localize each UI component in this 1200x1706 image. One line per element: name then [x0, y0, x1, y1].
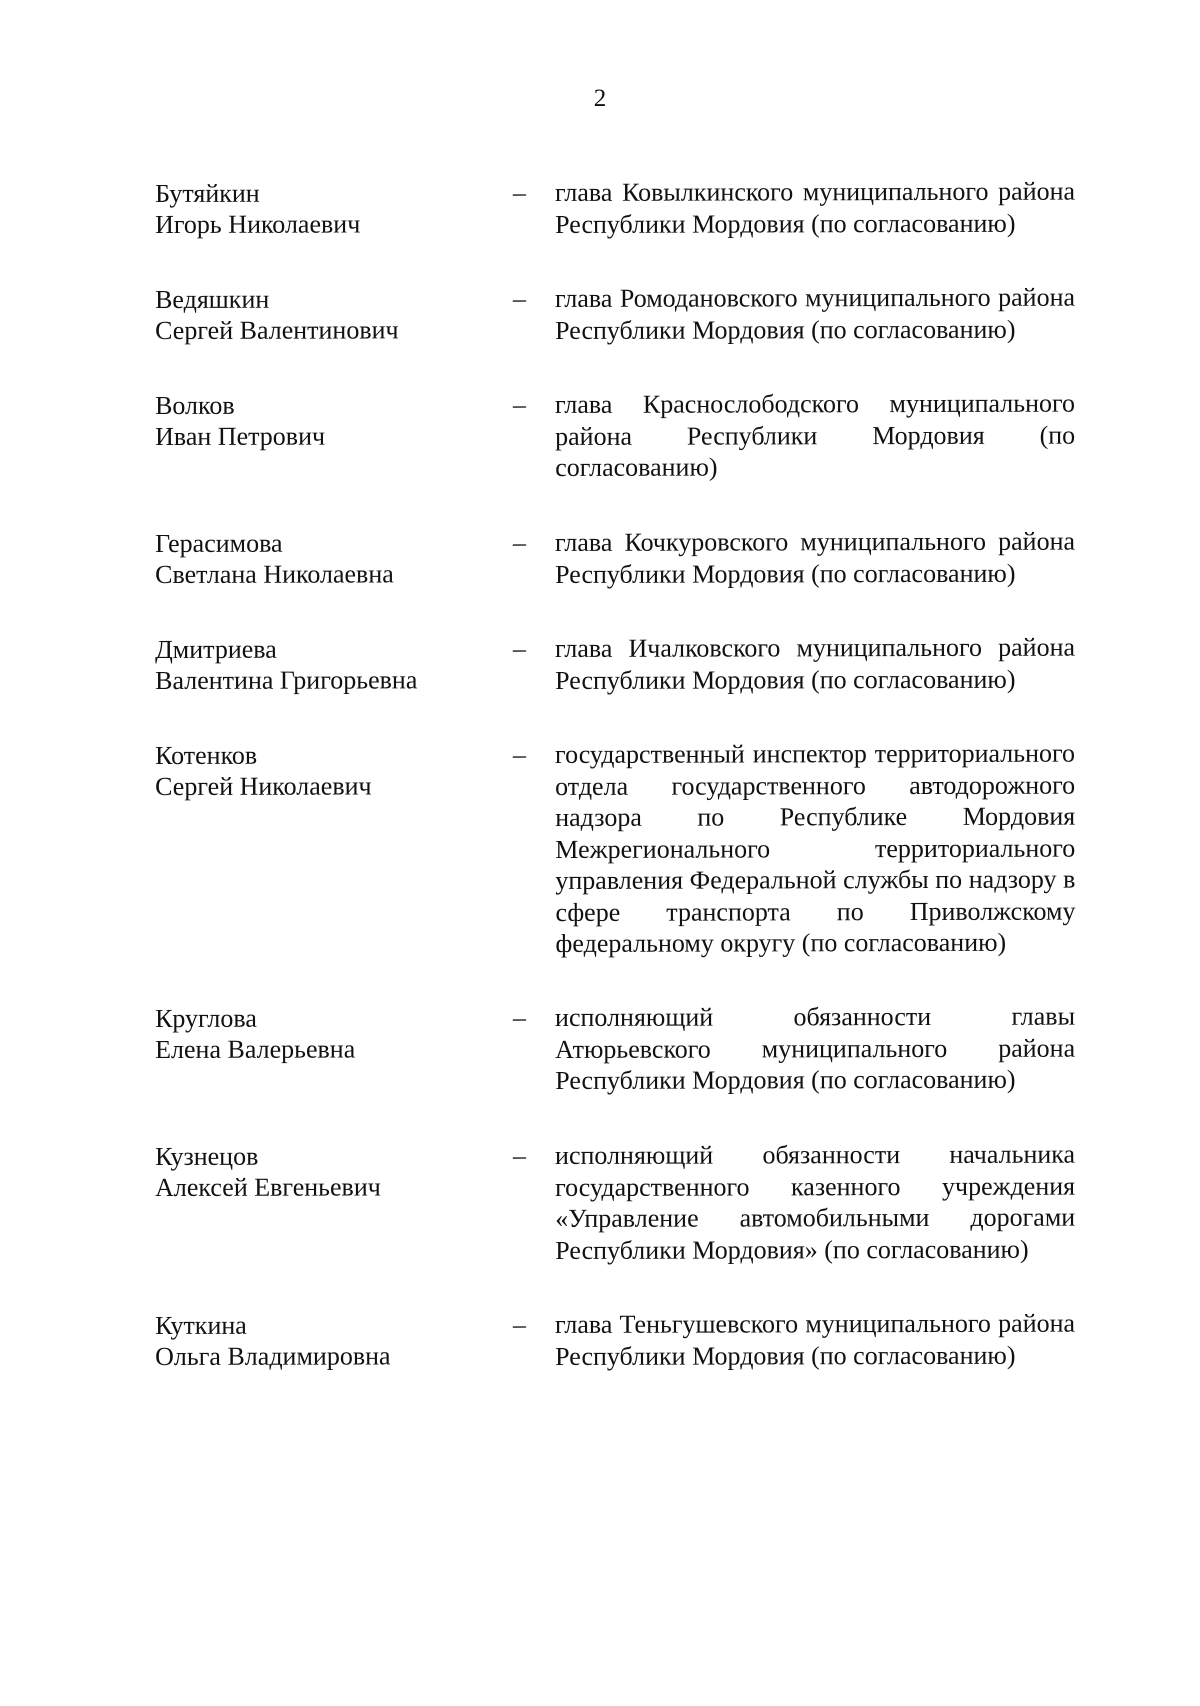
member-name	[155, 1140, 495, 1203]
member-surname: Волков	[155, 390, 235, 420]
member-name	[155, 1002, 495, 1065]
separator-dash: –	[513, 739, 527, 769]
list-item	[155, 631, 1095, 696]
member-name	[155, 633, 495, 696]
list-item	[155, 1138, 1095, 1266]
member-position: глава Ковылкинского муниципального района Республики Мордовия (по согласованию)	[555, 176, 1076, 239]
list-item	[155, 176, 1095, 241]
member-given-names: Игорь Николаевич	[155, 209, 361, 239]
member-position: глава Ичалковского муниципального района Республики Мордовия (по согласованию)	[555, 632, 1076, 694]
member-surname: Кузнецов	[155, 1141, 259, 1171]
member-surname: Котенков	[155, 740, 258, 770]
list-item	[155, 525, 1095, 590]
member-position: исполняющий обязанности начальника государственного казенного учреждения «Управление автомобильными дорогами Республики Мордовия» (по согласованию)	[555, 1139, 1076, 1264]
member-surname: Круглова	[155, 1003, 257, 1033]
separator-dash: –	[513, 390, 527, 420]
separator-dash: –	[513, 1140, 527, 1170]
member-given-names: Сергей Валентинович	[155, 315, 399, 345]
member-given-names: Елена Валерьевна	[155, 1034, 356, 1064]
member-position: глава Теньгушевского муниципального района Республики Мордовия (по согласованию)	[555, 1308, 1076, 1370]
member-given-names: Валентина Григорьевна	[155, 664, 418, 695]
member-position: глава Краснослободского муниципального района Республики Мордовия (по согласованию)	[555, 388, 1076, 482]
member-given-names: Светлана Николаевна	[155, 558, 394, 589]
member-given-names: Сергей Николаевич	[155, 770, 372, 801]
separator-dash: –	[513, 527, 527, 557]
member-position: исполняющий обязанности главы Атюрьевского муниципального района Республики Мордовия (по согласованию)	[555, 1001, 1076, 1095]
member-name	[155, 177, 495, 240]
member-surname: Ведяшкин	[155, 284, 270, 314]
list-item	[155, 282, 1095, 347]
separator-dash: –	[513, 1309, 527, 1339]
member-given-names: Алексей Евгеньевич	[155, 1171, 381, 1202]
member-position: государственный инспектор территориального отдела государственного автодорожного надзора по Республике Мордовия Межрегионального территориального управления Федеральной службы по надзору в сфере транспорта по Приволжскому федеральному округу (по согласованию)	[555, 738, 1076, 958]
member-name	[155, 739, 495, 802]
separator-dash: –	[513, 633, 527, 663]
separator-dash: –	[513, 178, 527, 208]
member-given-names: Иван Петрович	[155, 421, 326, 451]
member-surname: Герасимова	[155, 528, 283, 558]
member-name	[155, 1309, 495, 1372]
member-name	[155, 527, 495, 590]
member-name	[155, 283, 495, 346]
list-item	[155, 1001, 1095, 1098]
list-item	[155, 737, 1096, 960]
member-position: глава Кочкуровского муниципального района Республики Мордовия (по согласованию)	[555, 526, 1076, 588]
page-number: 2	[593, 85, 607, 112]
member-position: глава Ромодановского муниципального района Республики Мордовия (по согласованию)	[555, 282, 1076, 345]
member-name	[155, 389, 495, 452]
list-item	[155, 1307, 1095, 1372]
list-item	[155, 388, 1095, 485]
member-surname: Куткина	[155, 1310, 247, 1340]
separator-dash: –	[513, 1003, 527, 1033]
member-list	[155, 178, 1095, 1416]
separator-dash: –	[513, 284, 527, 314]
member-given-names: Ольга Владимировна	[155, 1340, 391, 1371]
member-surname: Бутяйкин	[155, 178, 260, 208]
member-surname: Дмитриева	[155, 634, 277, 664]
